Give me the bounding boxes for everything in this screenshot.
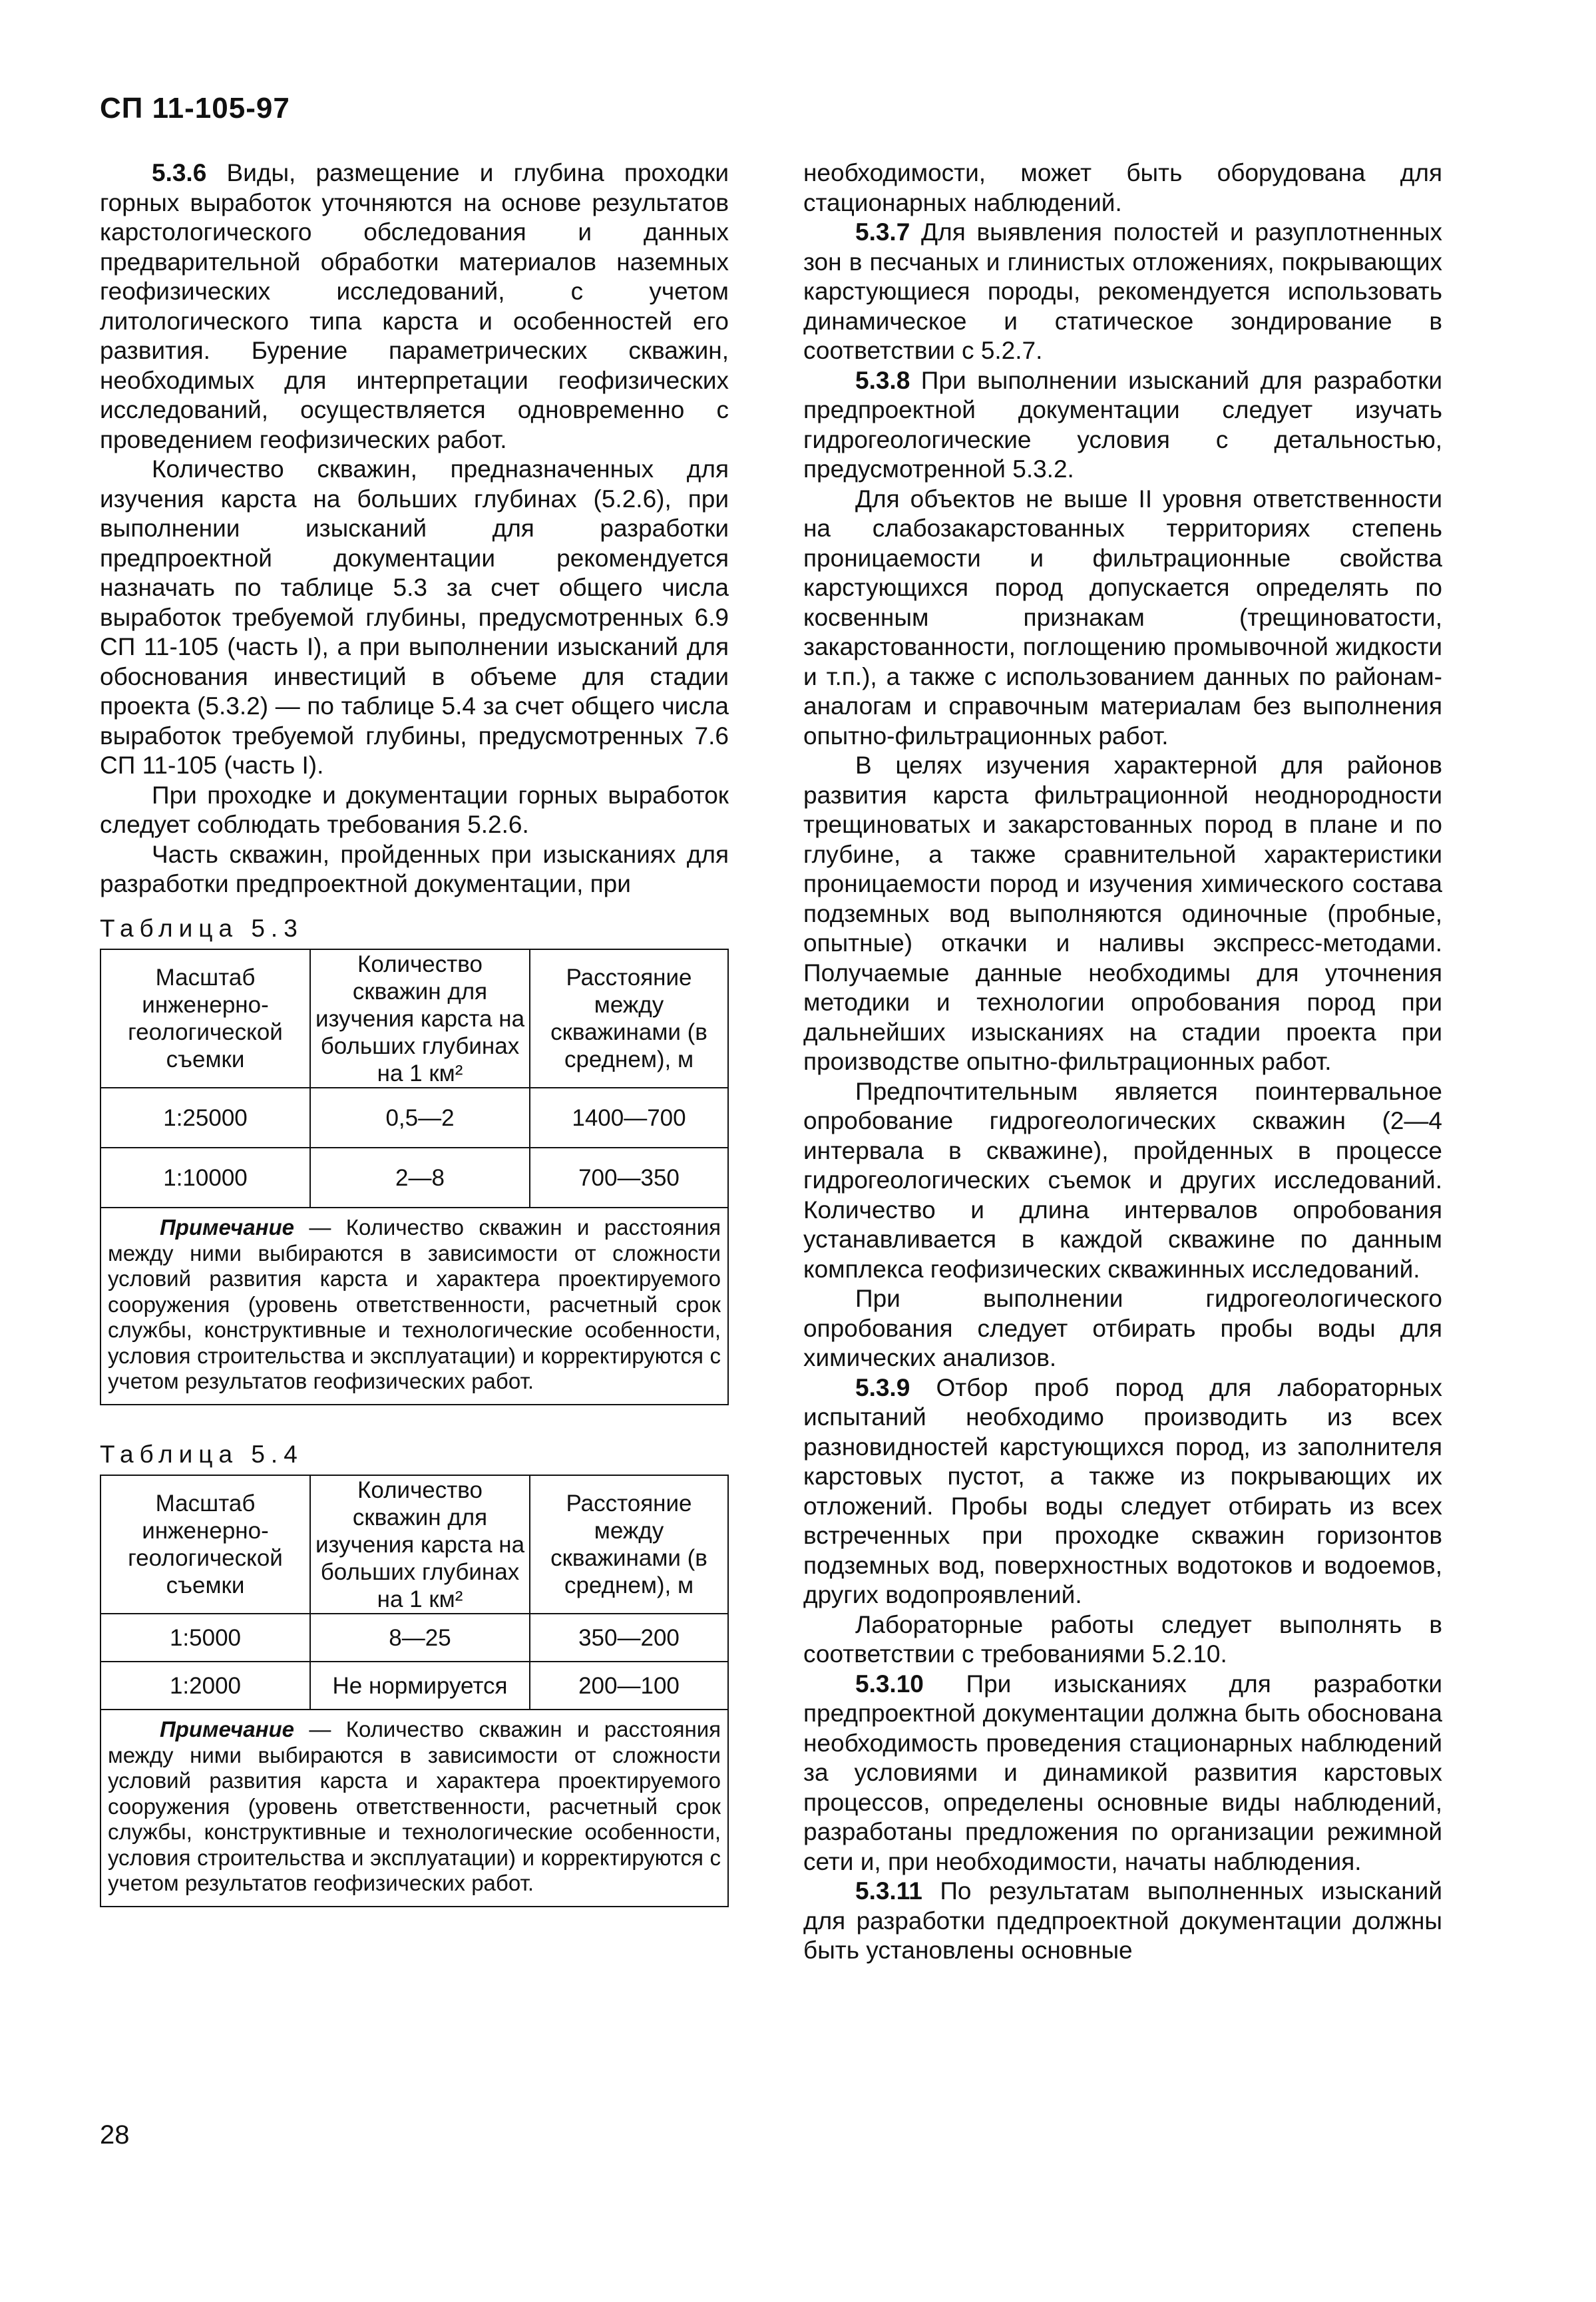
table-header-row xyxy=(100,949,728,1088)
table-5-4 xyxy=(100,1475,729,1907)
header-cell: Количество скважин для изучения карста на больших глубинах на 1 км² xyxy=(310,1475,530,1614)
table-cell: 1:2000 xyxy=(100,1662,310,1710)
table-note: Примечание — Количество скважин и расстояния между ними выбираются в зависимости от сложности условий развития карста и характера проектируемого сооружения (уровень ответственности, расчетный срок службы, конструктивные и технологические особенности, условия строительства и эксплуатации) и корректируются с учетом результатов геофизических работ. xyxy=(100,1710,728,1907)
paragraph: Количество скважин, предназначенных для изучения карста на больших глубинах (5.2.6), при выполнении изысканий для разработки предпроектной документации рекомендуется назначать по таблице 5.3 за счет общего числа выработок требуемой глубины, предусмотренных 6.9 СП 11-105 (часть I), а при выполнении изысканий для обоснования инвестиций в объеме для стадии проекта (5.3.2) — по таблице 5.4 за счет общего числа выработок требуемой глубины, предусмотренных 7.6 СП 11-105 (часть I). xyxy=(100,455,729,779)
paragraph: 5.3.9 Отбор проб пород для лабораторных испытаний необходимо производить из всех разновидностей карстующихся пород, из заполнителя карстовых пустот, а также из покрывающих их отложений. Пробы воды следует отбирать из всех встреченных при проходке скважин горизонтов подземных вод, поверхностных водотоков и водоемов, других водопроявлений. xyxy=(803,1373,1442,1608)
paragraph: 5.3.7 Для выявления полостей и разуплотненных зон в песчаных и глинистых отложениях, покрывающих карстующиеся породы, рекомендуется использовать динамическое и статическое зондирование в соответствии с 5.2.7. xyxy=(803,218,1442,364)
document-header: СП 11-105-97 xyxy=(100,92,290,124)
table-note-row xyxy=(100,1208,728,1405)
paragraph: Для объектов не выше II уровня ответственности на слабозакарстованных территориях степень проницаемости и фильтрационные свойства карстующихся пород допускается определять по косвенным признакам (трещиноватости, закарстованности, поглощению промывочной жидкости и т.п.), а также с использованием данных по районам-аналогам и справочным материалам без выполнения опытно-фильтрационных работ. xyxy=(803,485,1442,750)
table-cell: 1400—700 xyxy=(530,1088,728,1148)
table-5-3 xyxy=(100,949,729,1405)
paragraph: При проходке и документации горных выработок следует соблюдать требования 5.2.6. xyxy=(100,781,729,838)
table-note-row xyxy=(100,1710,728,1907)
paragraph: 5.3.11 По результатам выполненных изысканий для разработки пдедпроектной документации должны быть установлены основные xyxy=(803,1877,1442,1964)
table-row xyxy=(100,1088,728,1148)
header-cell: Расстояние между скважинами (в среднем), м xyxy=(530,1475,728,1614)
page-number: 28 xyxy=(100,2120,130,2150)
table-caption: Таблица 5.3 xyxy=(100,914,303,942)
table-caption: Таблица 5.4 xyxy=(100,1440,303,1468)
table-cell: 1:10000 xyxy=(100,1148,310,1208)
header-cell: Масштаб инженерно-геологической съемки xyxy=(100,949,310,1088)
table-cell: 700—350 xyxy=(530,1148,728,1208)
paragraph: 5.3.8 При выполнении изысканий для разработки предпроектной документации следует изучать гидрогеологические условия с детальностью, предусмотренной 5.3.2. xyxy=(803,366,1442,483)
paragraph: необходимости, может быть оборудована для стационарных наблюдений. xyxy=(803,159,1442,216)
paragraph: В целях изучения характерной для районов развития карста фильтрационной неоднородности трещиноватых и закарстованных пород в плане и по глубине, а также сравнительной характеристики проницаемости пород и изучения химического состава подземных вод выполняются одиночные (пробные, опытные) откачки и наливы экспресс-методами. Получаемые данные необходимы для уточнения методики и технологии опробования пород при дальнейших изысканиях на стадии проекта при производстве опытно-фильтрационных работ. xyxy=(803,752,1442,1075)
table-note: Примечание — Количество скважин и расстояния между ними выбираются в зависимости от сложности условий развития карста и характера проектируемого сооружения (уровень ответственности, расчетный срок службы, конструктивные и технологические особенности, условия строительства и эксплуатации) и корректируются с учетом результатов геофизических работ. xyxy=(100,1208,728,1405)
header-cell: Масштаб инженерно-геологической съемки xyxy=(100,1475,310,1614)
table-row xyxy=(100,1148,728,1208)
table-cell: 200—100 xyxy=(530,1662,728,1710)
right-column xyxy=(803,158,1442,1966)
table-header-row xyxy=(100,1475,728,1614)
table-cell: 8—25 xyxy=(310,1614,530,1662)
paragraph: Лабораторные работы следует выполнять в соответствии с требованиями 5.2.10. xyxy=(803,1610,1442,1668)
paragraph: При выполнении гидрогеологического опробования следует отбирать пробы воды для химических анализов. xyxy=(803,1285,1442,1371)
left-column xyxy=(100,158,729,1907)
table-row xyxy=(100,1614,728,1662)
paragraph: Предпочтительным является поинтервальное опробование гидрогеологических скважин (2—4 интервала в скважине), пройденных в процессе гидрогеологических съемок и других исследований. Количество и длина интервалов опробования устанавливается в каждой скважине по данным комплекса геофизических скважинных исследований. xyxy=(803,1077,1442,1283)
paragraph: 5.3.10 При изысканиях для разработки предпроектной документации должна быть обоснована необходимость проведения стационарных наблюдений за условиями и динамикой развития карстовых процессов, определены основные виды наблюдений, разработаны предложения по организации режимной сети и, при необходимости, начаты наблюдения. xyxy=(803,1670,1442,1875)
paragraph: 5.3.6 Виды, размещение и глубина проходки горных выработок уточняются на основе результатов карстологического обследования и данных предварительной обработки материалов наземных геофизических исследований, с учетом литологического типа карста и особенностей его развития. Бурение параметрических скважин, необходимых для интерпретации геофизических исследований, осуществляется одновременно с проведением геофизических работ. xyxy=(100,159,729,453)
table-cell: 2—8 xyxy=(310,1148,530,1208)
table-row xyxy=(100,1662,728,1710)
paragraph: Часть скважин, пройденных при изысканиях для разработки предпроектной документации, при xyxy=(100,840,729,897)
header-cell: Количество скважин для изучения карста на больших глубинах на 1 км² xyxy=(310,949,530,1088)
table-cell: 1:5000 xyxy=(100,1614,310,1662)
header-cell: Расстояние между скважинами (в среднем), м xyxy=(530,949,728,1088)
table-cell: 350—200 xyxy=(530,1614,728,1662)
table-cell: 1:25000 xyxy=(100,1088,310,1148)
table-cell: Не нормируется xyxy=(310,1662,530,1710)
table-cell: 0,5—2 xyxy=(310,1088,530,1148)
